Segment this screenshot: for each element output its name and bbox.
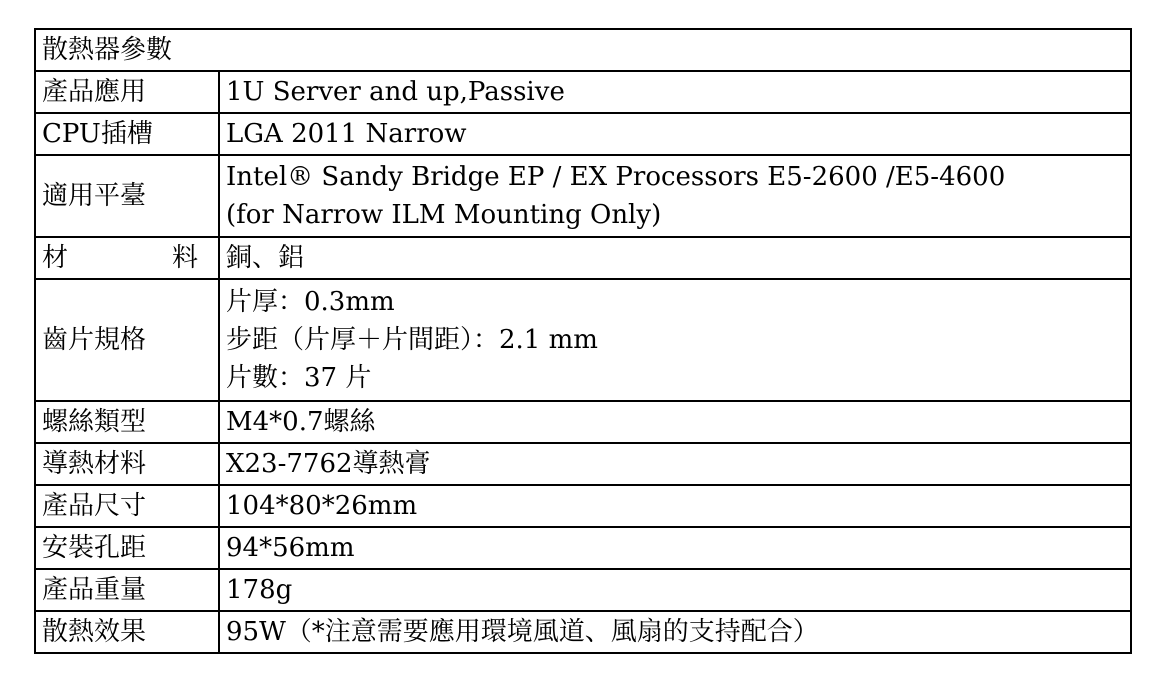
row-value-platform — [219, 155, 1131, 237]
label-part: 料 — [171, 243, 198, 273]
row-label-material — [35, 237, 219, 279]
value-line: 片厚：0.3mm — [226, 287, 395, 317]
value-line: (for Narrow ILM Mounting Only) — [226, 200, 662, 230]
row-label-platform: 適用平臺 — [35, 155, 219, 237]
row-value-cpu-socket — [219, 113, 1131, 155]
value-line: 94*56mm — [226, 533, 355, 563]
row-label-application: 產品應用 — [35, 71, 219, 113]
row-label-thermal-material: 導熱材料 — [35, 443, 219, 485]
value-line: 104*80*26mm — [226, 491, 418, 521]
row-value-dimensions — [219, 485, 1131, 527]
table-row — [35, 113, 1131, 155]
label-part: 材 — [42, 243, 69, 273]
value-line: 1U Server and up,Passive — [226, 77, 565, 107]
value-line: X23-7762導熱膏 — [226, 449, 431, 479]
row-label-dimensions: 產品尺寸 — [35, 485, 219, 527]
table-row — [35, 155, 1131, 237]
table-row — [35, 443, 1131, 485]
row-value-application — [219, 71, 1131, 113]
heatsink-spec-table — [34, 28, 1132, 654]
row-label-weight: 產品重量 — [35, 569, 219, 611]
spread-label — [42, 239, 212, 277]
row-value-screw-type — [219, 401, 1131, 443]
table-title: 散熱器參數 — [35, 29, 1131, 71]
row-label-cpu-socket: CPU插槽 — [35, 113, 219, 155]
table-row — [35, 569, 1131, 611]
table-title-row — [35, 29, 1131, 71]
table-row — [35, 611, 1131, 653]
value-line: 片數：37 片 — [226, 363, 372, 393]
value-line: 銅、鋁 — [226, 243, 305, 273]
row-value-cooling-effect — [219, 611, 1131, 653]
table-row — [35, 485, 1131, 527]
table-row — [35, 279, 1131, 401]
value-line: 步距（片厚＋片間距）：2.1 mm — [226, 325, 598, 355]
table-row — [35, 401, 1131, 443]
row-value-weight — [219, 569, 1131, 611]
row-label-fin-spec: 齒片規格 — [35, 279, 219, 401]
table-row — [35, 527, 1131, 569]
row-value-hole-spacing — [219, 527, 1131, 569]
value-line: 95W（*注意需要應用環境風道、風扇的支持配合） — [226, 617, 819, 647]
value-line: 178g — [226, 575, 293, 605]
row-label-cooling-effect: 散熱效果 — [35, 611, 219, 653]
value-line: M4*0.7螺絲 — [226, 407, 376, 437]
value-line: LGA 2011 Narrow — [226, 119, 467, 149]
table-row — [35, 237, 1131, 279]
value-line: Intel® Sandy Bridge EP / EX Processors E5-2600 /E5-4600 — [226, 162, 1006, 192]
row-label-hole-spacing: 安裝孔距 — [35, 527, 219, 569]
row-value-fin-spec — [219, 279, 1131, 401]
row-value-thermal-material — [219, 443, 1131, 485]
row-value-material — [219, 237, 1131, 279]
table-row — [35, 71, 1131, 113]
row-label-screw-type: 螺絲類型 — [35, 401, 219, 443]
